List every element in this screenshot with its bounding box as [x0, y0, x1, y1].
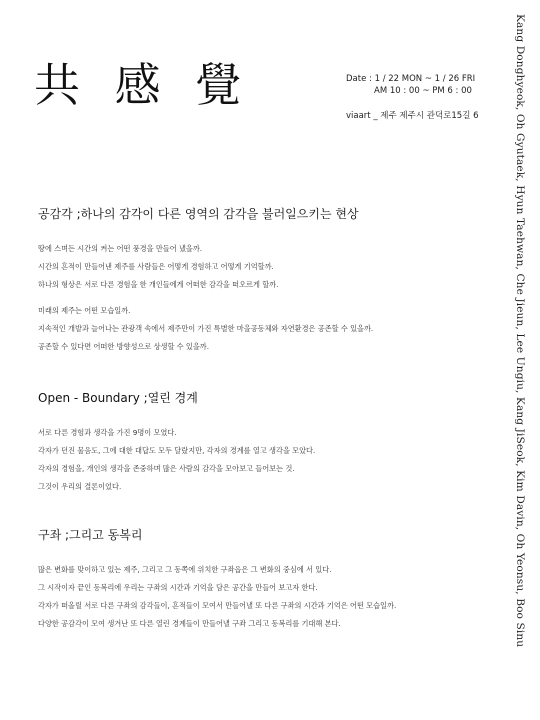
paragraph [38, 240, 498, 294]
section-synesthesia [38, 205, 498, 356]
paragraph-line: 지속적인 개발과 늘어나는 관광객 속에서 제주만이 가진 특별한 마을공동체와 자연환경은 공존할 수 있을까. [38, 324, 374, 333]
paragraph [38, 424, 498, 496]
section-gujwa [38, 526, 498, 633]
exhibition-info [346, 74, 479, 123]
paragraph-line: 각자가 던진 물음도, 그에 대한 대답도 모두 달랐지만, 각자의 경계를 열고 생각을 모았다. [38, 446, 316, 455]
section-heading: 공감각 ;하나의 감각이 다른 영역의 감각을 불러일으키는 현상 [38, 207, 359, 221]
exhibition-hours: AM 10 : 00 ~ PM 6 : 00 [374, 85, 472, 96]
paragraph-line: 공존할 수 있다면 어떠한 방향성으로 상생할 수 있을까. [38, 342, 210, 351]
paragraph-line: 땅에 스며든 시간의 켜는 어떤 풍경을 만들어 냈을까. [38, 244, 203, 253]
section-heading: 구좌 ;그리고 동복리 [38, 528, 143, 542]
paragraph-line: 다양한 공감각이 모여 생겨난 또 다른 열린 경계들이 만들어낼 구좌 그리고 동복리를 기대해 본다. [38, 619, 341, 628]
paragraph-line: 서로 다른 경험과 생각을 가진 9명이 모였다. [38, 428, 177, 437]
section-heading: Open - Boundary ;열린 경계 [38, 391, 198, 405]
paragraph-line: 미래의 제주는 어떤 모습일까. [38, 306, 131, 315]
paragraph-line: 그것이 우리의 결론이었다. [38, 482, 122, 491]
paragraph-line: 각자의 경험을, 개인의 생각을 존중하며 많은 사람의 감각을 모아보고 들어보는 것. [38, 464, 295, 473]
paragraph [38, 561, 498, 633]
exhibition-title: 共 感 覺 [34, 58, 252, 112]
paragraph-line: 하나의 형상은 서로 다른 경험을 한 개인들에게 어떠한 감각을 떠오르게 할까. [38, 280, 279, 289]
paragraph-line: 그 시작이자 끝인 동복리에 우리는 구좌의 시간과 기억을 담은 공간을 만들어 보고자 한다. [38, 583, 318, 592]
exhibition-date: Date : 1 / 22 MON ~ 1 / 26 FRI [346, 74, 476, 84]
paragraph-line: 많은 변화를 맞이하고 있는 제주, 그리고 그 동쪽에 위치한 구좌읍은 그 변화의 중심에 서 있다. [38, 565, 332, 574]
artist-names: Kang Donghyeok, Oh Gyutaek, Hyun Taehwan, Che Jieun, Lee Ungiu, Kang JiSeok, Kim Davin, Oh Yeonsu, Boo Sinu [514, 14, 526, 648]
paragraph [38, 302, 498, 356]
paragraph-line: 시간의 흔적이 만들어낸 제주를 사람들은 어떻게 경험하고 어떻게 기억할까. [38, 262, 274, 271]
paragraph-line: 각자가 떠올릴 서로 다른 구좌의 감각들이, 흔적들이 모여서 만들어낼 또 다른 구좌의 시간과 기억은 어떤 모습일까. [38, 601, 397, 610]
exhibition-location: viaart _ 제주 제주시 관덕로15길 6 [346, 111, 479, 121]
section-open-boundary [38, 389, 498, 496]
